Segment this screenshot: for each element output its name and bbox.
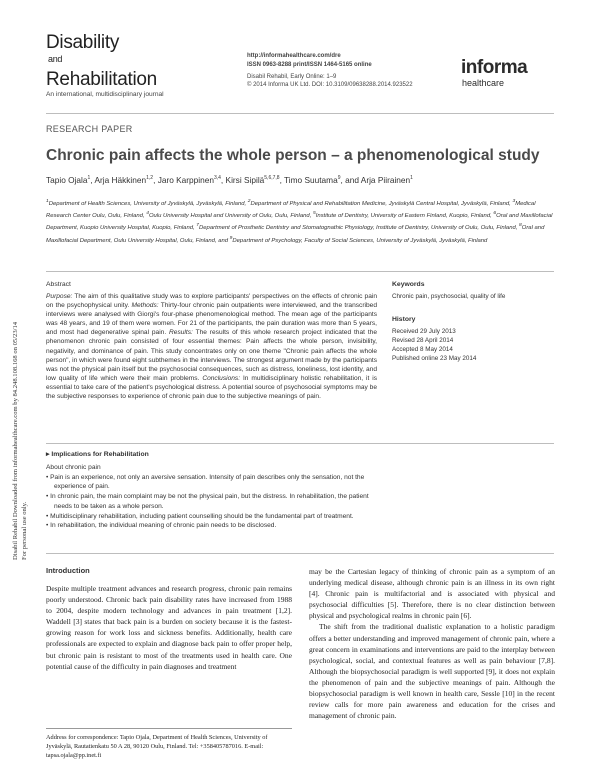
author-affiliation-marker: 9 <box>337 175 341 182</box>
journal-logo <box>46 34 157 88</box>
author-affiliation-marker: 5,6,7,8 <box>264 175 280 182</box>
implications-divider <box>46 553 554 554</box>
journal-url[interactable]: http://informahealthcare.com/dre <box>247 53 341 59</box>
abstract <box>46 281 377 401</box>
title-divider <box>46 271 554 272</box>
journal-issn: ISSN 0963-8288 print/ISSN 1464-5165 online <box>247 61 372 68</box>
journal-tagline: An international, multidisciplinary journal <box>46 91 164 98</box>
affiliation-marker: 1 <box>46 199 49 204</box>
article-title: Chronic pain affects the whole person – a phenomenological study <box>46 147 540 164</box>
author: Jaro Karppinen$^{3,4}$ <box>157 175 221 185</box>
section-label: RESEARCH PAPER <box>46 124 133 134</box>
history-heading: History <box>392 315 416 323</box>
introduction-paragraph: The shift from the traditional dualistic explanation to a holistic paradigm offers a better understanding and improved management of chronic pain, where a great concern in examinations and interventions are paid to the interplay between psychological, social, and contextual features as well as pain behaviour [7,8]. Although the biopsychosocial paradigm is well supported [9], it does not explain the phenomenon of pain and the subjective meanings of pain. Although the biopsychosocial paradigm is well known in health care, Sessle [10] in the recent review calls for more pain awareness and education for the crises and management of chronic pain. <box>309 622 555 721</box>
journal-name-line1: Disability <box>46 32 120 53</box>
implication-bullet: • In chronic pain, the main complaint may be not the physical pain, but the distress. In rehabilitation, the patient needs to be taken as a whole person. <box>46 493 369 510</box>
author: Kirsi Sipilä$^{5,6,7,8}$ <box>225 175 280 185</box>
history-item: Published online 23 May 2014 <box>392 354 477 362</box>
affiliation: Institute of Dentistry, University of Eastern Finland, Kuopio, Finland, <box>315 213 494 220</box>
affiliation: Department of Health Sciences, University of Jyväskylä, Jyväskylä, Finland, <box>48 200 248 207</box>
introduction-paragraph: may be the Cartesian legacy of thinking of chronic pain as a symptom of an underlying medical disease, although chronic pain is an illness in its own right [4]. Chronic pain is multifactorial and is associated with physical and psychosocial difficulties [5]. Therefore, there is no clear distinction between physical and psychological realms in chronic pain [6]. <box>309 567 555 621</box>
author: Tapio Ojala$^1$ <box>46 175 91 185</box>
body-column-right <box>309 566 555 721</box>
abstract-conclusions: In multidisciplinary holistic rehabilitation, it is essential to take care of the patient's psychological distress. A potential source of psychosocial symptoms may be the subjective responses to experience of chronic pain due to the subjective meanings of pain. <box>46 374 377 401</box>
publisher-logo <box>461 58 527 88</box>
publisher-name: informa <box>461 57 528 78</box>
affiliation-marker: 4 <box>146 211 149 217</box>
author-affiliation-marker: 3,4 <box>213 175 221 182</box>
download-stamp <box>2 200 32 560</box>
author: Arja Häkkinen$^{1,2}$ <box>94 175 154 185</box>
keywords-text: Chronic pain, psychosocial, quality of life <box>392 293 506 300</box>
journal-citation: Disabil Rehabil, Early Online: 1–9 <box>247 73 337 80</box>
abstract-purpose: The aim of this qualitative study was to explore participants' perspectives on the effects of chronic pain on the psychophysical unity. <box>46 293 377 310</box>
author-affiliation-marker: 1,2 <box>146 175 154 182</box>
author-list: Tapio Ojala$^1$, Arja Häkkinen$^{1,2}$, Jaro Karppinen$^{3,4}$, Kirsi Sipilä$^{5,6,7,8}$, Timo Suutama$^9$, and Arja Piirainen$^1$ <box>46 175 413 185</box>
implications-heading: ▸ Implications for Rehabilitation <box>46 451 149 458</box>
affiliation: Oral and Maxillofacial Department, Oulu University Hospital, Oulu, Finland, and <box>46 225 545 244</box>
introduction-heading: Introduction <box>46 566 90 575</box>
triangle-icon: ▸ <box>46 451 50 458</box>
download-stamp-line1: Disabil Rehabil Downloaded from informahealthcare.com by 84.248.108.168 on 05/23/14 <box>12 321 19 560</box>
download-stamp-line2: For personal use only. <box>20 501 28 560</box>
abstract-methods-label: Methods: <box>131 302 159 310</box>
affiliation: Oral and Maxillofacial Department, Kuopio University Hospital, Kuopio, Finland, <box>46 213 553 232</box>
affiliation-marker: 3 <box>512 199 516 204</box>
author-affiliation-marker: 1 <box>410 175 413 182</box>
abstract-purpose-label: Purpose: <box>46 293 73 300</box>
introduction-paragraph: Despite multiple treatment advances and research progress, chronic pain remains poorly understood. Chronic back pain disability rates have increased from 1988 to 2004, despite modern technology and advances in pain treatment [1,2]. Waddell [3] states that back pain is a burden on society because it is the fastest-growing reason for work loss and sickness benefits. Additionally, health care professionals are expected to explain and diagnose back pain to offer proper help, but chronic pain is resistant to most of the treatments used in health care. One potential cause of the difficulty in pain diagnoses and treatment <box>46 584 292 671</box>
abstract-heading: Abstract <box>46 281 71 288</box>
header-divider <box>46 113 554 114</box>
publisher-sub: healthcare <box>462 78 505 88</box>
implications-box <box>46 450 377 531</box>
affiliation-marker: 5 <box>312 211 316 217</box>
author: Timo Suutama$^9$ <box>284 175 341 185</box>
history-item: Revised 28 April 2014 <box>392 336 454 344</box>
abstract-results-label: Results: <box>169 329 193 337</box>
keywords-heading: Keywords <box>392 281 425 288</box>
history-item: Received 29 July 2013 <box>392 327 456 335</box>
abstract-divider <box>46 443 554 444</box>
footnote-divider <box>46 728 292 729</box>
implications-subheading: About chronic pain <box>46 464 101 471</box>
abstract-results: The results of this whole research project indicated that the phenomenon chronic pain consisted of four essential themes: Pain affects the whole person, invisibility, negativity, and dominance of pain. This study concentrates only on one theme "Chronic pain affects the whole person", in which were found eight subthemes in the interviews. The strongest argument made by the participants was not the physical pain itself but the psychosocial consequences, such as distress, loneliness, lost identity, and low quality of life which were their main problems. <box>46 329 377 382</box>
affiliation: Medical Research Center Oulu, Oulu, Finland, <box>46 200 536 220</box>
journal-meta <box>247 52 413 90</box>
correspondence-address: Address for correspondence: Tapio Ojala, Department of Health Sciences, University of Jyväskylä, Rautatienkatu 50 A 28, 90120 Oulu, Finland. Tel: +358405787016. E-mail: tapsa.ojala@pp.inet.fi <box>46 734 268 759</box>
affiliation-marker: 9 <box>229 235 233 241</box>
affiliation: Oulu University Hospital and University of Oulu, Oulu, Finland, <box>148 213 313 220</box>
history-item: Accepted 8 May 2014 <box>392 345 453 353</box>
affiliation-marker: 7 <box>196 223 200 229</box>
author: Arja Piirainen$^1$ <box>360 175 413 185</box>
affiliation: Department of Prosthetic Dentistry and Stomatognathic Physiology, Institute of Dentistry, University of Oulu, Oulu, Finland, <box>199 225 520 232</box>
affiliation-marker: 6 <box>493 211 497 217</box>
affiliation: Department of Psychology, Faculty of Social Sciences, University of Jyväskylä, Jyväskylä, Finland <box>232 237 488 244</box>
abstract-methods: Thirty-four chronic pain outpatients were interviewed, and the transcribed interviews were analysed with Giorgi's four-phase phenomenological method. The mean age of the participants was 48 years, and 19 of them were women. For 21 of the participants, the pain duration was more than 5 years, and most had degenerative spinal pain. <box>46 302 378 337</box>
journal-name-line2: Rehabilitation <box>46 69 157 90</box>
affiliation-marker: 8 <box>519 223 522 229</box>
author-affiliation-marker: 1 <box>87 175 91 182</box>
affiliation: Department of Physical and Rehabilitation Medicine, Jyväskylä Central Hospital, Jyväskylä, Finland, <box>250 200 513 207</box>
implication-bullet: • Pain is an experience, not only an aversive sensation. Intensity of pain describes only the sensation, not the experience of pain. <box>46 473 365 491</box>
article-info <box>392 281 557 364</box>
journal-copyright: © 2014 Informa UK Ltd. DOI: 10.3109/09638288.2014.923522 <box>247 82 413 89</box>
abstract-conclusions-label: Conclusions: <box>202 374 241 382</box>
implication-bullet: • Multidisciplinary rehabilitation, including patient counselling should be the fundamental part of treatment. <box>46 512 354 520</box>
journal-name-and: and <box>48 54 63 64</box>
affiliations <box>46 197 556 246</box>
body-column-left <box>46 566 292 672</box>
abstract-text <box>46 292 377 401</box>
implication-bullet: • In rehabilitation, the individual meaning of chronic pain needs to be disclosed. <box>46 522 277 530</box>
affiliation-marker: 2 <box>247 199 251 204</box>
